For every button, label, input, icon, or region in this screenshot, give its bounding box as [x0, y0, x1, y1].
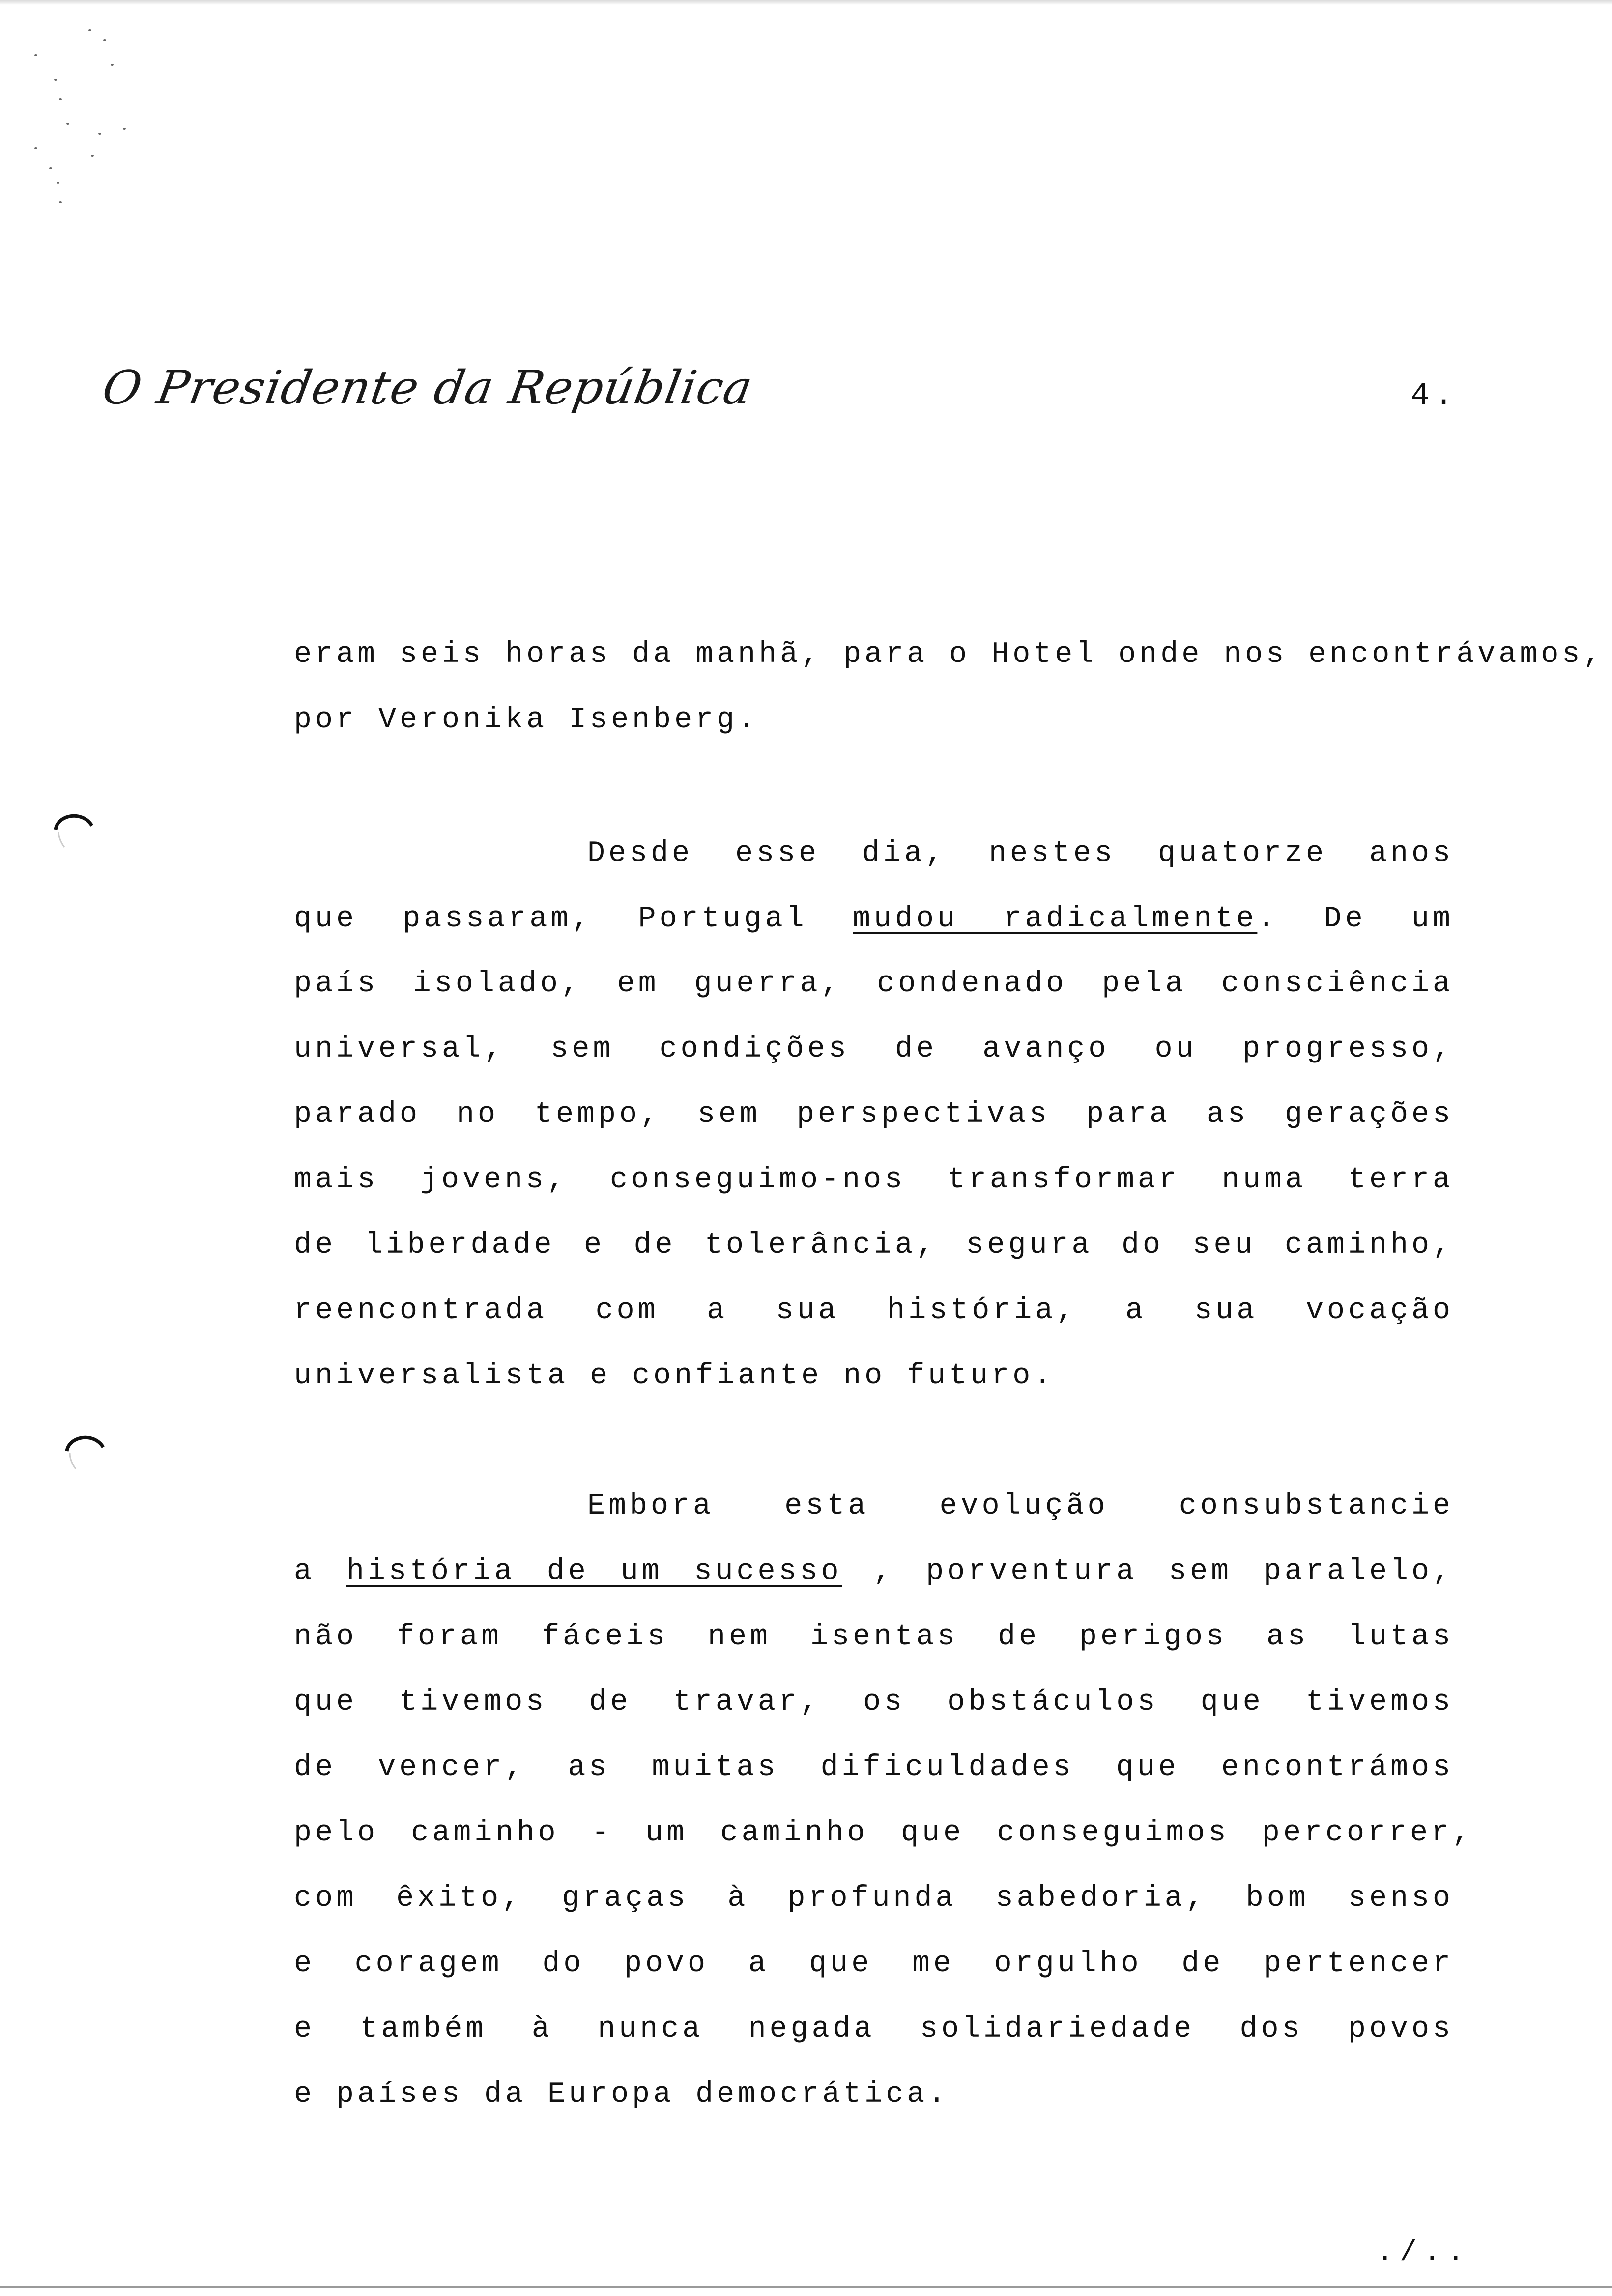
text-line: universalista e confiante no futuro.: [294, 1359, 1055, 1393]
text-line: pelo caminho - um caminho que conseguimos percorrer,: [294, 1816, 1473, 1850]
text-line: reencontrada com a sua história, a sua vocação: [294, 1294, 1454, 1327]
text-line: Desde esse dia, nestes quatorze anos: [587, 837, 1454, 870]
text-line: Embora esta evolução consubstancie: [587, 1490, 1454, 1523]
scan-specks: [20, 20, 128, 216]
text-line: parado no tempo, sem perspectivas para as gerações: [294, 1098, 1454, 1131]
text-line: por Veronika Isenberg.: [294, 703, 759, 737]
text-line: [294, 899, 1454, 939]
underlined-phrase: história de um sucesso: [346, 1555, 842, 1588]
text-line: universal, sem condições de avanço ou progresso,: [294, 1033, 1454, 1066]
text-line: de vencer, as muitas dificuldades que encontrámos: [294, 1751, 1454, 1784]
text-line: que tivemos de travar, os obstáculos que tivemos: [294, 1686, 1454, 1719]
punch-hole-mark: [52, 806, 96, 850]
text-segment: . De um: [1257, 902, 1454, 936]
text-line: e coragem do povo a que me orgulho de pertencer: [294, 1947, 1454, 1980]
letterhead-title: O Presidente da República: [98, 361, 757, 415]
text-line: país isolado, em guerra, condenado pela consciência: [294, 967, 1454, 1001]
text-segment: a: [294, 1555, 316, 1588]
text-line: mais jovens, conseguimo-nos transformar numa terra: [294, 1163, 1454, 1197]
text-line: e países da Europa democrática.: [294, 2078, 950, 2111]
punch-hole-mark: [63, 1428, 107, 1472]
text-segment: que passaram, Portugal: [294, 902, 807, 936]
text-line: de liberdade e de tolerância, segura do seu caminho,: [294, 1229, 1454, 1262]
text-line: com êxito, graças à profunda sabedoria, bom senso: [294, 1882, 1454, 1915]
text-line: [294, 1552, 1454, 1591]
text-line: não foram fáceis nem isentas de perigos as lutas: [294, 1620, 1454, 1654]
text-line: eram seis horas da manhã, para o Hotel onde nos encontrávamos,: [294, 638, 1605, 671]
text-segment: , porventura sem paralelo,: [873, 1555, 1454, 1588]
continuation-mark: ./..: [1376, 2236, 1471, 2269]
scan-top-edge: [0, 0, 1612, 5]
scan-bottom-edge: [0, 2286, 1612, 2288]
page-number: 4.: [1410, 378, 1458, 414]
text-line: e também à nunca negada solidariedade dos povos: [294, 2012, 1454, 2046]
underlined-phrase: mudou radicalmente: [853, 902, 1258, 936]
